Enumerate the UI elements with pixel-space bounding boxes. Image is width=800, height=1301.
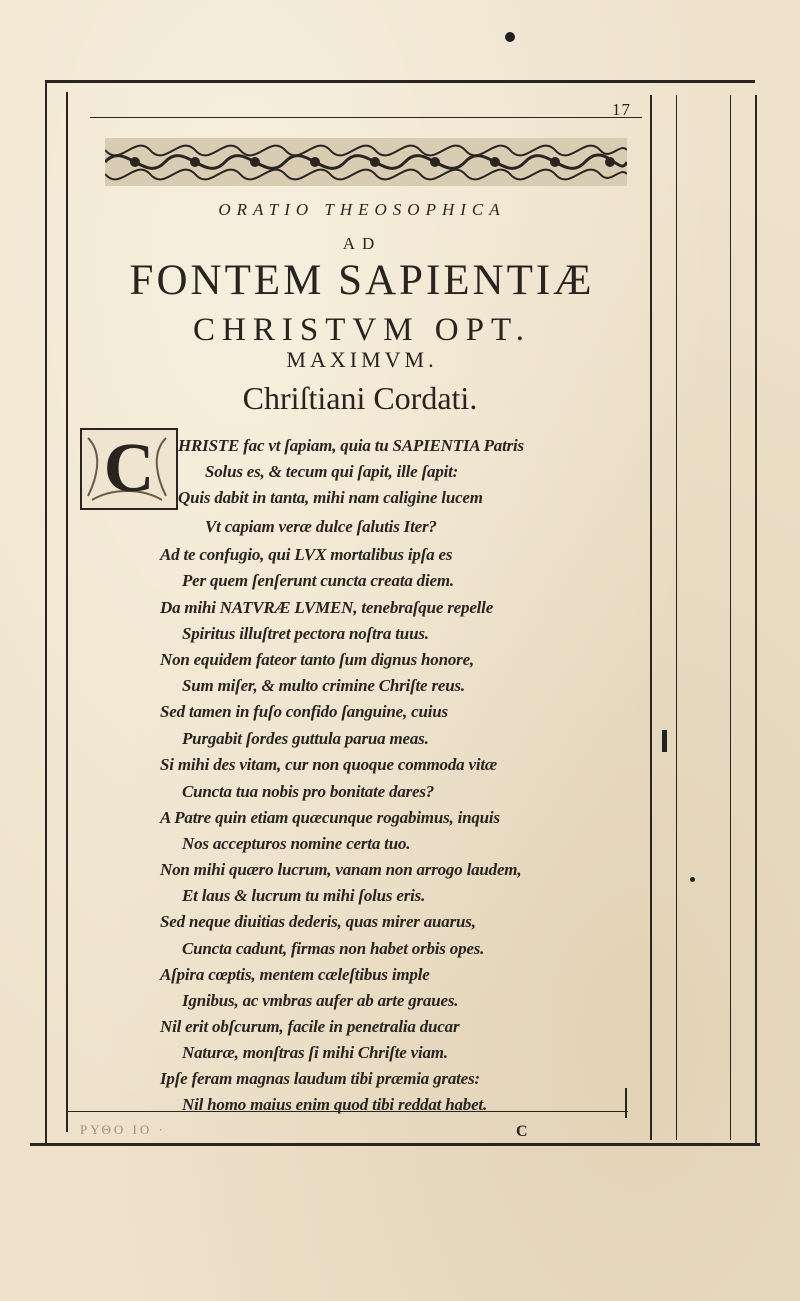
title-fontem-sapientiae: FONTEM SAPIENTIÆ (129, 257, 595, 304)
verse-line-11: Sed tamen in fuſo confido ſanguine, cuius (160, 702, 448, 721)
verse-line-7: Da mihi NATVRÆ LVMEN, tenebraſque repelle (160, 598, 494, 617)
initial-letter: C (103, 430, 155, 507)
ink-mark (662, 730, 667, 752)
verse-line-1: HRISTE fac vt ſapiam, quia tu SAPIENTIA Patris (178, 436, 524, 455)
verse-line-18: Et laus & lucrum tu mihi ſolus eris. (182, 886, 426, 905)
verse-line-12: Purgabit ſordes guttula parua meas. (182, 729, 429, 748)
verse-line-4: Vt capiam veræ dulce ſalutis Iter? (205, 517, 437, 536)
verse-line-20: Cuncta cadunt, firmas non habet orbis opes. (182, 939, 485, 958)
title-oratio-theosophica: ORATIO THEOSOPHICA (218, 200, 506, 219)
verse-line-15: A Patre quin etiam quæcunque rogabimus, inquis (160, 808, 500, 827)
verse-line-26: Nil homo maius enim quod tibi reddat habet. (182, 1095, 487, 1114)
title-author: Chriſtiani Cordati. (242, 380, 478, 416)
verse-line-25: Ipſe feram magnas laudum tibi præmia grates: (160, 1069, 480, 1088)
title-christvm-opt: CHRISTVM OPT. (193, 312, 531, 348)
decorated-initial (80, 428, 178, 510)
verse-line-3: Quis dabit in tanta, mihi nam caligine lucem (178, 488, 483, 507)
verse-line-2: Solus es, & tecum qui ſapit, ille ſapit: (205, 462, 459, 481)
verse-line-14: Cuncta tua nobis pro bonitate dares? (182, 782, 435, 801)
ink-mark-2 (690, 877, 695, 882)
verse-line-10: Sum miſer, & multo crimine Chriſte reus. (182, 676, 465, 695)
verse-line-17: Non mihi quæro lucrum, vanam non arrogo laudem, (160, 860, 522, 879)
decorative-ornament-band (105, 138, 627, 186)
verse-line-19: Sed neque diuitias dederis, quas mirer auarus, (160, 912, 476, 931)
title-maximvm: MAXIMVM. (286, 347, 438, 372)
verse-line-13: Si mihi des vitam, cur non quoque commoda vitæ (160, 755, 497, 774)
outer-bottom-rule (30, 1143, 760, 1146)
outer-left-rule (45, 80, 47, 1145)
verse-line-24: Naturæ, monſtras ſi mihi Chriſte viam. (182, 1043, 448, 1062)
margin-rule-b (730, 95, 731, 1140)
page-number: 17 (612, 100, 631, 119)
verse-line-9: Non equidem fateor tanto ſum dignus honore, (160, 650, 474, 669)
verse-line-21: Aſpira cœptis, mentem cæleſtibus imple (160, 965, 430, 984)
outer-top-rule (45, 80, 755, 83)
title-ad: AD (342, 234, 382, 253)
verse-line-5: Ad te confugio, qui LVX mortalibus ipſa es (160, 545, 453, 564)
verse-line-6: Per quem ſenſerunt cuncta creata diem. (182, 571, 454, 590)
inner-left-rule (66, 92, 68, 1132)
signature-mark: C (516, 1123, 528, 1140)
margin-rule-a (676, 95, 677, 1140)
verse-line-23: Nil erit obſcurum, facile in penetralia ducar (160, 1017, 460, 1036)
margin-rule-c (755, 95, 757, 1145)
verse-line-8: Spiritus illuſtret pectora noſtra tuus. (182, 624, 429, 643)
verse-line-22: Ignibus, ac vmbras aufer ab arte graues. (182, 991, 459, 1010)
faint-catchword: ΡΥΘΟ ΙΟ · (80, 1122, 166, 1137)
verse-line-16: Nos accepturos nomine certa tuo. (182, 834, 411, 853)
footer-bar (625, 1088, 627, 1118)
header-rule (90, 117, 642, 118)
ink-dot (505, 32, 515, 42)
